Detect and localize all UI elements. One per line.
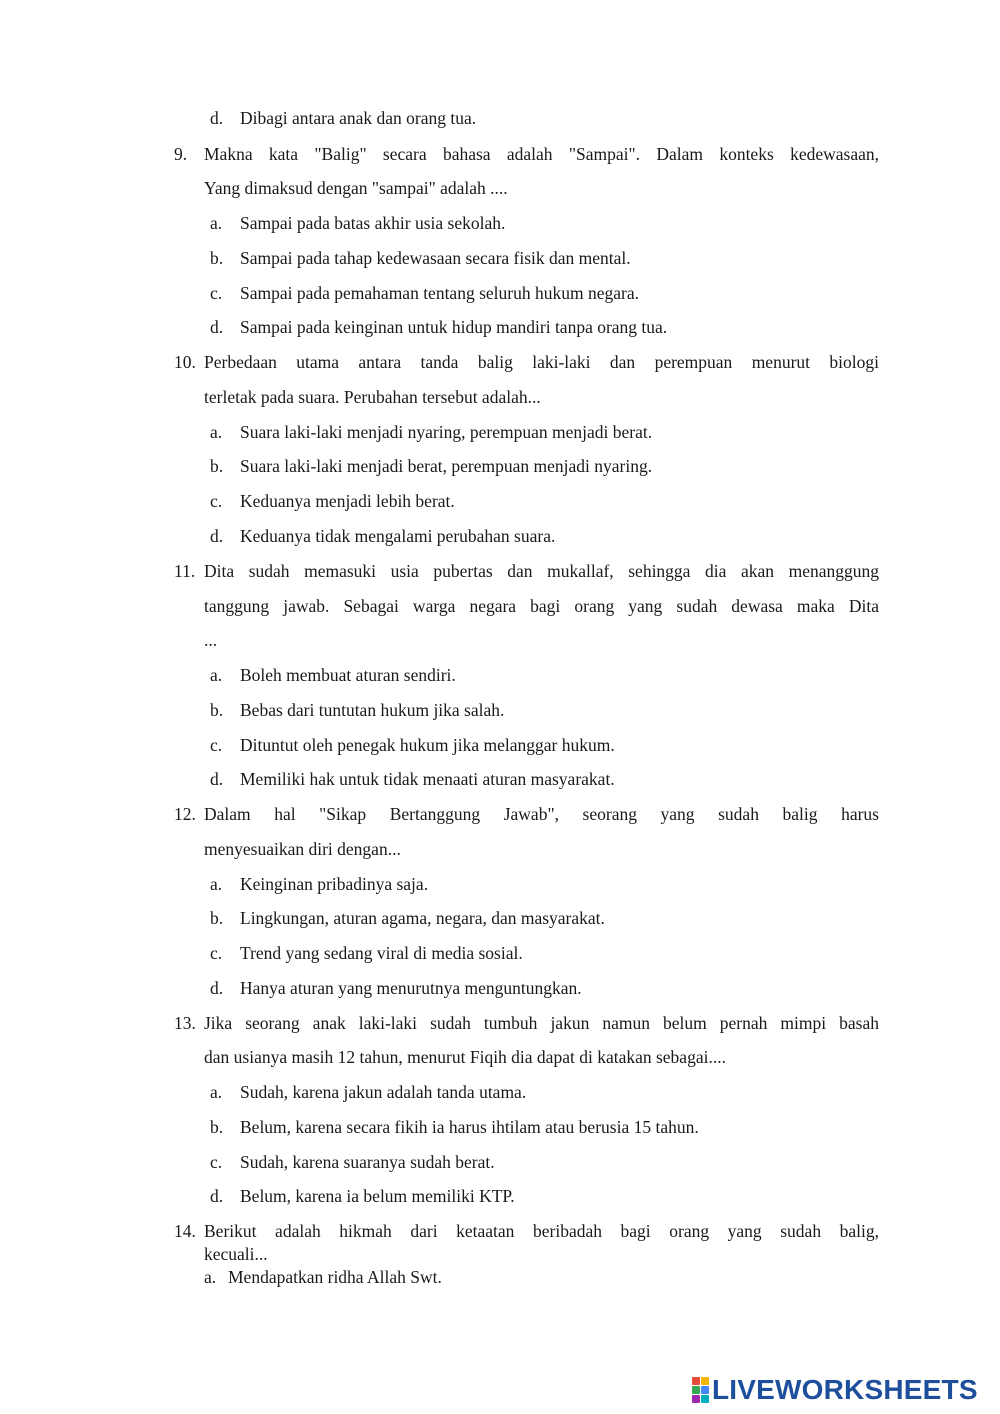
- liveworksheets-logo: [692, 1374, 978, 1406]
- option-text[interactable]: Belum, karena ia belum memiliki KTP.: [240, 1186, 515, 1206]
- option-text[interactable]: Suara laki-laki menjadi nyaring, perempuan menjadi berat.: [240, 422, 653, 442]
- option-letter: b.: [210, 248, 224, 268]
- logo-square: [701, 1377, 709, 1385]
- option-letter: b.: [210, 1117, 224, 1137]
- question-number: 9.: [174, 144, 188, 164]
- option-text[interactable]: Sampai pada keinginan untuk hidup mandiri tanpa orang tua.: [240, 317, 668, 337]
- question-number: 13.: [174, 1013, 196, 1033]
- option-letter: b.: [210, 908, 224, 928]
- option-letter: a.: [210, 665, 223, 685]
- option-text[interactable]: Trend yang sedang viral di media sosial.: [240, 943, 523, 963]
- question-number: 12.: [174, 804, 196, 824]
- logo-square: [692, 1386, 700, 1394]
- option-text[interactable]: Sampai pada pemahaman tentang seluruh hukum negara.: [240, 283, 639, 303]
- option-text[interactable]: Suara laki-laki menjadi berat, perempuan menjadi nyaring.: [240, 456, 653, 476]
- option-letter: a.: [204, 1267, 217, 1287]
- option-letter: d.: [210, 978, 224, 998]
- option-text[interactable]: Mendapatkan ridha Allah Swt.: [228, 1267, 442, 1287]
- option-letter: c.: [210, 943, 223, 963]
- option-letter: b.: [210, 700, 224, 720]
- question-text-line: kecuali...: [204, 1244, 268, 1264]
- question-text-line: Jika seorang anak laki-laki sudah tumbuh jakun namun belum pernah mimpi basah: [204, 1013, 879, 1033]
- option-text[interactable]: Keduanya menjadi lebih berat.: [240, 491, 455, 511]
- question-text-line: Yang dimaksud dengan "sampai" adalah ....: [204, 178, 508, 198]
- option-text[interactable]: Hanya aturan yang menurutnya menguntungkan.: [240, 978, 582, 998]
- option-letter: d.: [210, 769, 224, 789]
- option-letter: d.: [210, 1186, 224, 1206]
- question-text-line: Berikut adalah hikmah dari ketaatan beribadah bagi orang yang sudah balig,: [204, 1221, 879, 1241]
- option-text[interactable]: Dituntut oleh penegak hukum jika melanggar hukum.: [240, 735, 615, 755]
- question-text-line: dan usianya masih 12 tahun, menurut Fiqih dia dapat di katakan sebagai....: [204, 1047, 726, 1067]
- option-letter: a.: [210, 213, 223, 233]
- logo-text: LIVEWORKSHEETS: [712, 1374, 978, 1405]
- option-letter: a.: [210, 422, 223, 442]
- option-text[interactable]: Belum, karena secara fikih ia harus ihtilam atau berusia 15 tahun.: [240, 1117, 699, 1137]
- question-number: 10.: [174, 352, 196, 372]
- option-letter: d.: [210, 526, 224, 546]
- option-text[interactable]: Bebas dari tuntutan hukum jika salah.: [240, 700, 505, 720]
- option-letter: d.: [210, 108, 224, 128]
- option-letter: c.: [210, 283, 223, 303]
- question-text-line: tanggung jawab. Sebagai warga negara bagi orang yang sudah dewasa maka Dita: [204, 596, 879, 616]
- option-text[interactable]: Lingkungan, aturan agama, negara, dan masyarakat.: [240, 908, 605, 928]
- question-text-line: Perbedaan utama antara tanda balig laki-laki dan perempuan menurut biologi: [204, 352, 879, 372]
- option-letter: b.: [210, 456, 224, 476]
- option-text[interactable]: Sampai pada batas akhir usia sekolah.: [240, 213, 506, 233]
- option-text[interactable]: Sudah, karena jakun adalah tanda utama.: [240, 1082, 527, 1102]
- option-letter: c.: [210, 1152, 223, 1172]
- logo-square: [692, 1377, 700, 1385]
- question-text-line: Makna kata "Balig" secara bahasa adalah "Sampai". Dalam konteks kedewasaan,: [204, 144, 879, 164]
- option-text[interactable]: Memiliki hak untuk tidak menaati aturan masyarakat.: [240, 769, 615, 789]
- question-text-line: terletak pada suara. Perubahan tersebut adalah...: [204, 387, 541, 407]
- question-text-line: ...: [204, 630, 218, 650]
- logo-mark-icon: [692, 1377, 709, 1403]
- question-text-line: menyesuaikan diri dengan...: [204, 839, 401, 859]
- option-letter: a.: [210, 1082, 223, 1102]
- option-text[interactable]: Boleh membuat aturan sendiri.: [240, 665, 456, 685]
- logo-square: [692, 1395, 700, 1403]
- question-text-line: Dita sudah memasuki usia pubertas dan mukallaf, sehingga dia akan menanggung: [204, 561, 879, 581]
- question-text-line: Dalam hal "Sikap Bertanggung Jawab", seorang yang sudah balig harus: [204, 804, 879, 824]
- question-number: 11.: [174, 561, 196, 581]
- option-text[interactable]: Dibagi antara anak dan orang tua.: [240, 108, 477, 128]
- option-text[interactable]: Sudah, karena suaranya sudah berat.: [240, 1152, 495, 1172]
- logo-square: [701, 1386, 709, 1394]
- option-letter: d.: [210, 317, 224, 337]
- option-letter: c.: [210, 491, 223, 511]
- option-letter: a.: [210, 874, 223, 894]
- logo-square: [701, 1395, 709, 1403]
- option-letter: c.: [210, 735, 223, 755]
- option-text[interactable]: Keinginan pribadinya saja.: [240, 874, 429, 894]
- question-number: 14.: [174, 1221, 196, 1241]
- option-text[interactable]: Sampai pada tahap kedewasaan secara fisik dan mental.: [240, 248, 631, 268]
- option-text[interactable]: Keduanya tidak mengalami perubahan suara.: [240, 526, 556, 546]
